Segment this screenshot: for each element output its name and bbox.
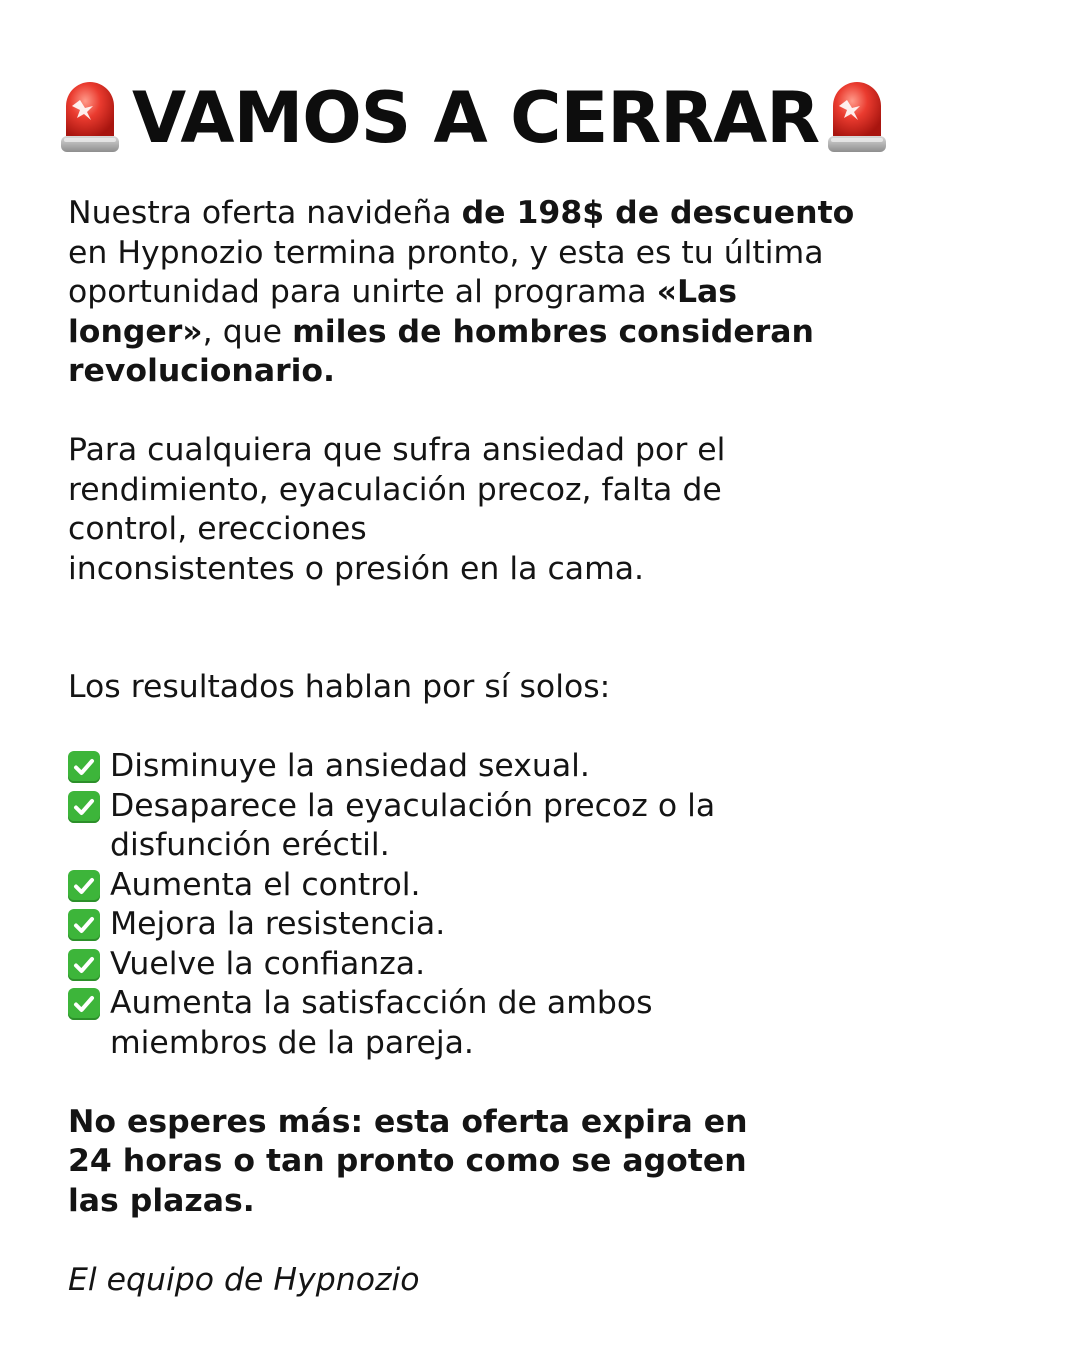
intro-text-1: Nuestra oferta navideña bbox=[68, 195, 462, 231]
police-car-light-icon bbox=[58, 78, 122, 158]
check-mark-button-icon bbox=[68, 870, 100, 902]
list-item bbox=[68, 905, 768, 945]
intro-text-3: , que bbox=[202, 313, 293, 350]
check-mark-button-icon bbox=[68, 751, 100, 783]
message-body bbox=[68, 194, 888, 1300]
program-name: «Las longer» bbox=[68, 274, 738, 350]
closing-paragraph bbox=[68, 1103, 748, 1222]
results-list bbox=[68, 747, 768, 1063]
check-mark-button-icon bbox=[68, 988, 100, 1020]
list-item bbox=[68, 866, 768, 906]
audience-line-1: Para cualquiera que sufra ansiedad por el rendimiento, eyaculación precoz, falta de control, erecciones bbox=[68, 432, 726, 547]
check-mark-button-icon bbox=[68, 949, 100, 981]
result-text: Aumenta el control. bbox=[110, 866, 421, 903]
list-item bbox=[68, 747, 768, 787]
result-text: Aumenta la satisfacción de ambos miembros de la pareja. bbox=[110, 985, 653, 1061]
result-text: Vuelve la confianza. bbox=[110, 945, 426, 982]
header bbox=[58, 62, 889, 174]
page-title: VAMOS A CERRAR bbox=[132, 77, 820, 159]
police-car-light-icon bbox=[825, 78, 889, 158]
result-text: Mejora la resistencia. bbox=[110, 906, 446, 942]
revolutionary-highlight: miles de hombres consideran revolucionario. bbox=[68, 313, 814, 389]
check-mark-button-icon bbox=[68, 791, 100, 823]
audience-line-2: inconsistentes o presión en la cama. bbox=[68, 550, 645, 587]
audience-paragraph bbox=[68, 431, 788, 589]
check-mark-button-icon bbox=[68, 909, 100, 941]
intro-paragraph bbox=[68, 194, 858, 392]
intro-text-2: en Hypnozio termina pronto, y esta es tu última oportunidad para unirte al programa bbox=[68, 234, 824, 310]
list-item bbox=[68, 984, 768, 1063]
list-item bbox=[68, 787, 768, 866]
closing-text: No esperes más: esta oferta expira en 24 horas o tan pronto como se agoten las plazas. bbox=[68, 1103, 748, 1219]
result-text: Disminuye la ansiedad sexual. bbox=[110, 748, 590, 784]
signature: El equipo de Hypnozio bbox=[68, 1261, 420, 1298]
result-text: Desaparece la eyaculación precoz o la disfunción eréctil. bbox=[110, 787, 716, 863]
list-item bbox=[68, 945, 768, 985]
discount-highlight: de 198$ de descuento bbox=[461, 195, 855, 231]
results-intro: Los resultados hablan por sí solos: bbox=[68, 669, 611, 705]
